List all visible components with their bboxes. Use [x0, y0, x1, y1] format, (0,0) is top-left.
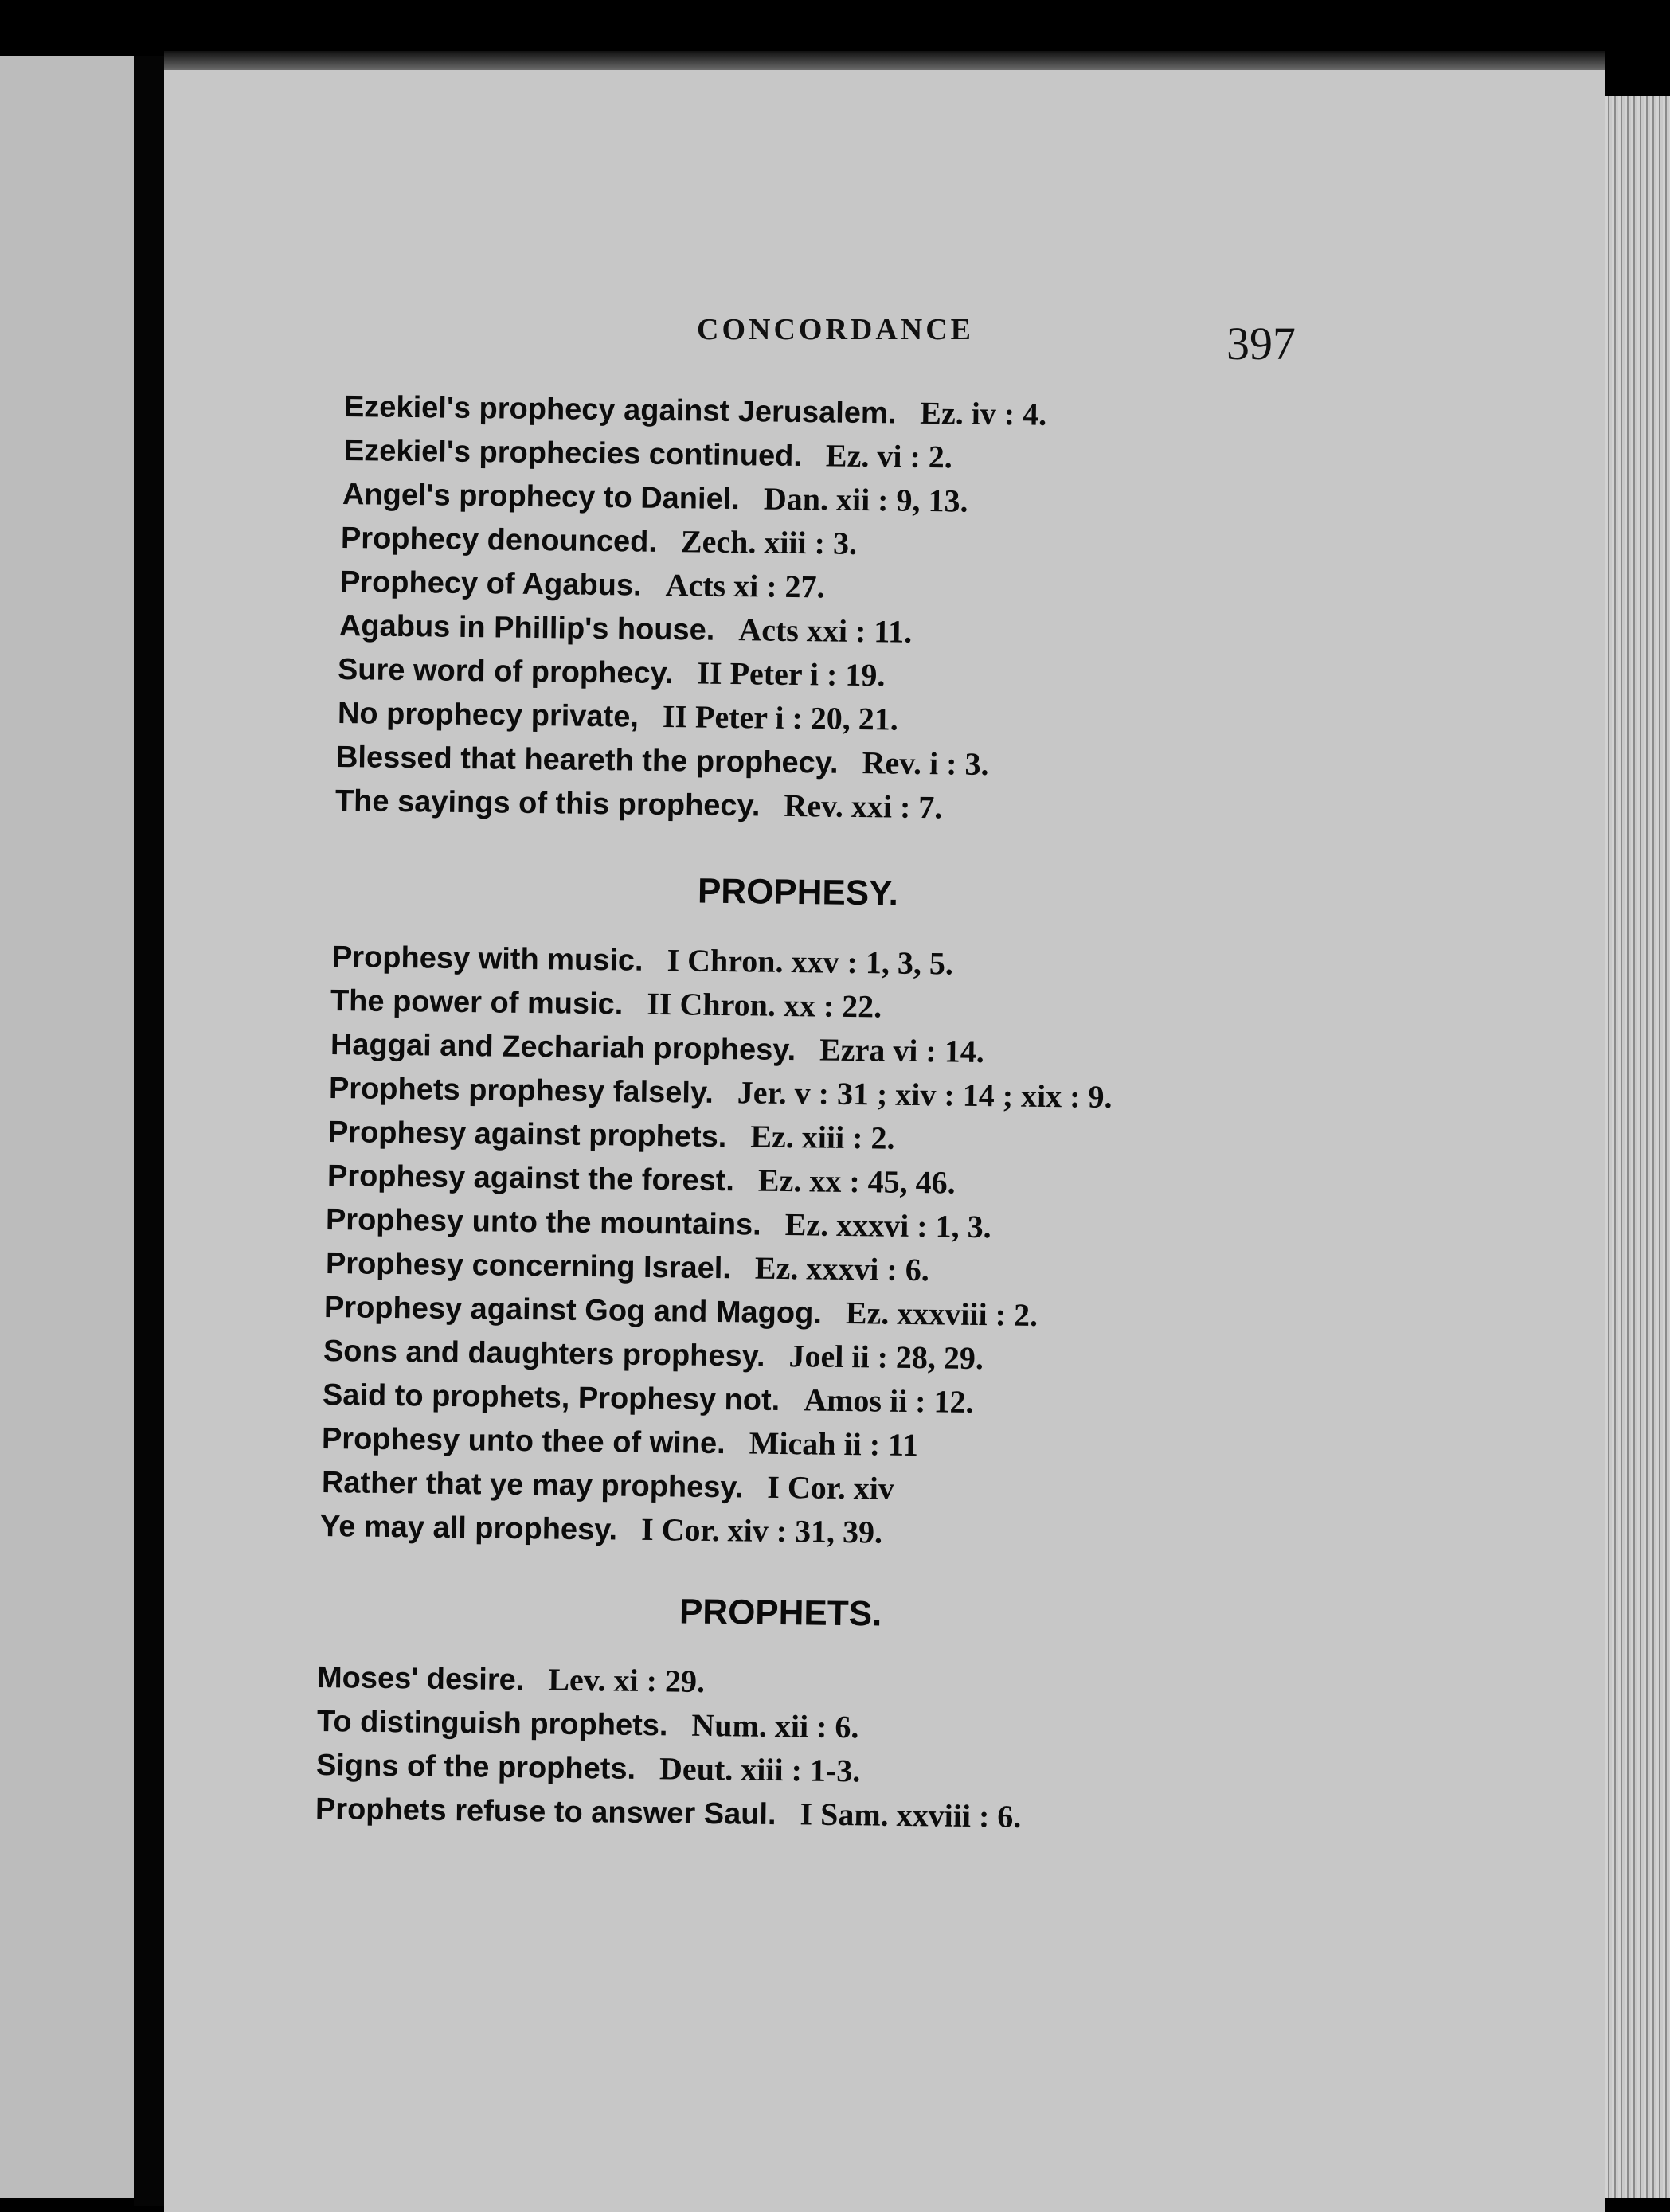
entry-text: Ezekiel's prophecies continued. [343, 434, 803, 474]
entry-reference: II Peter i : 19. [697, 655, 886, 694]
entry-text: Moses' desire. [316, 1661, 525, 1698]
book-gutter [134, 56, 164, 2206]
entry-reference: Joel ii : 28, 29. [788, 1338, 984, 1377]
entry-text: Prophesy unto the mountains. [325, 1203, 762, 1242]
entry-text: Prophesy concerning Israel. [325, 1247, 732, 1286]
section-heading: PROPHETS. [679, 1592, 882, 1634]
entry-text: Haggai and Zechariah prophesy. [330, 1028, 796, 1068]
running-head: CONCORDANCE [697, 313, 974, 346]
entry-reference: II Chron. xx : 22. [647, 985, 882, 1025]
entry-reference: Ez. xxxvi : 1, 3. [784, 1206, 991, 1245]
entry-text: Sure word of prophecy. [337, 653, 674, 691]
entry-text: Prophets prophesy falsely. [328, 1072, 714, 1110]
page-number: 397 [1226, 318, 1296, 369]
entry-text: Prophecy of Agabus. [339, 565, 642, 603]
entry-text: Said to prophets, Prophesy not. [322, 1378, 780, 1418]
entry-text: Prophecy denounced. [340, 522, 658, 559]
entry-text: No prophecy private, [337, 697, 639, 734]
entry-reference: Ez. xxxviii : 2. [845, 1295, 1038, 1333]
page-stack-edges [1605, 96, 1670, 2198]
entry-reference: Amos ii : 12. [803, 1382, 974, 1420]
entry-reference: Ez. xx : 45, 46. [757, 1162, 956, 1201]
entry-text: Signs of the prophets. [315, 1749, 636, 1786]
entry-reference: Ez. iv : 4. [920, 394, 1047, 432]
entry-reference: I Chron. xxv : 1, 3, 5. [667, 942, 954, 982]
entry-text: Prophesy unto thee of wine. [321, 1422, 725, 1461]
entry-text: Blessed that heareth the prophecy. [335, 741, 839, 780]
entry-reference: I Cor. xiv [767, 1468, 895, 1507]
entry-text: Sons and daughters prophesy. [323, 1335, 765, 1374]
entry-reference: Num. xii : 6. [691, 1706, 859, 1745]
entry-reference: Ez. vi : 2. [825, 437, 953, 475]
entry-reference: Deut. xiii : 1-3. [659, 1750, 861, 1789]
entry-text: Prophesy against the forest. [327, 1159, 735, 1198]
entry-text: Prophesy with music. [331, 940, 643, 978]
entry-reference: Dan. xii : 9, 13. [763, 480, 968, 519]
entry-text: Prophesy against prophets. [327, 1116, 727, 1155]
entry-reference: Acts xi : 27. [665, 566, 825, 605]
entry-text: Prophets refuse to answer Saul. [315, 1792, 776, 1832]
entry-text: Ezekiel's prophecy against Jerusalem. [343, 390, 897, 431]
page-top-shadow [164, 51, 1605, 70]
entry-text: The power of music. [330, 984, 624, 1022]
section-heading: PROPHESY. [697, 871, 899, 913]
entry-reference: Micah ii : 11 [749, 1425, 919, 1464]
entry-text: To distinguish prophets. [316, 1705, 668, 1743]
entry-reference: Rev. i : 3. [862, 744, 989, 783]
entry-text: Ye may all prophesy. [319, 1510, 618, 1547]
entry-text: Prophesy against Gog and Magog. [323, 1291, 823, 1331]
entry-text: The sayings of this prophecy. [334, 784, 761, 823]
entry-text: Rather that ye may prophesy. [321, 1466, 744, 1505]
entry-reference: Ez. xiii : 2. [750, 1118, 895, 1156]
facing-page-edge [0, 56, 134, 2198]
entry-reference: Acts xxi : 11. [738, 612, 913, 650]
entry-reference: Zech. xiii : 3. [680, 523, 858, 561]
entry-reference: Ezra vi : 14. [819, 1031, 985, 1070]
entry-reference: Rev. xxi : 7. [784, 787, 943, 826]
entry-reference: Lev. xi : 29. [548, 1661, 706, 1699]
entry-reference: Jer. v : 31 ; xiv : 14 ; xix : 9. [737, 1074, 1113, 1116]
entry-text: Agabus in Phillip's house. [338, 609, 715, 647]
entry-reference: Ez. xxxvi : 6. [754, 1249, 930, 1288]
entry-reference: I Cor. xiv : 31, 39. [640, 1510, 883, 1550]
entry-reference: I Sam. xxviii : 6. [800, 1796, 1022, 1835]
entry-text: Angel's prophecy to Daniel. [342, 478, 741, 517]
book-page [164, 70, 1605, 2212]
entry-reference: II Peter i : 20, 21. [662, 698, 899, 737]
